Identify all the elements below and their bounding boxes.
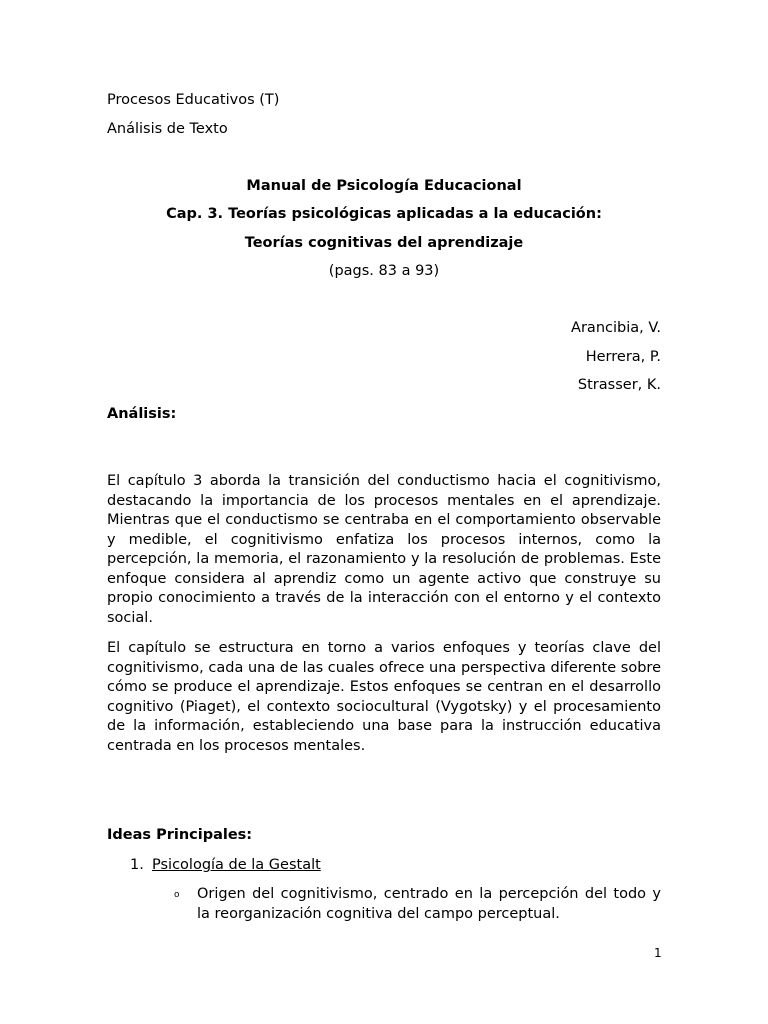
analysis-heading: Análisis:	[107, 406, 177, 422]
author: Herrera, P.	[585, 349, 661, 365]
bullet-marker: o	[174, 890, 180, 900]
author: Strasser, K.	[577, 377, 661, 393]
chapter-title: Cap. 3. Teorías psicológicas aplicadas a la educación:	[166, 206, 602, 222]
analysis-paragraph: El capítulo se estructura en torno a varios enfoques y teorías clave del cognitivismo, cada una de las cuales ofrece una perspectiva diferente sobre cómo se produce el aprendizaje. Estos enfoques se centran en el desarrollo cognitivo (Piaget), el contexto sociocultural (Vygotsky) y el procesamiento de la información, estableciendo una base para la instrucción educativa centrada en los procesos mentales.	[107, 640, 661, 754]
idea-number: 1.	[130, 857, 144, 873]
document-title: Manual de Psicología Educacional	[246, 178, 522, 194]
idea-title: Psicología de la Gestalt	[152, 857, 321, 873]
idea-bullet-text: Origen del cognitivismo, centrado en la percepción del todo y la reorganización cognitiva del campo perceptual.	[197, 886, 661, 922]
page-range: (pags. 83 a 93)	[328, 263, 440, 279]
author: Arancibia, V.	[571, 320, 661, 336]
chapter-subtitle: Teorías cognitivas del aprendizaje	[244, 235, 524, 251]
ideas-heading: Ideas Principales:	[107, 827, 253, 843]
assignment-type: Análisis de Texto	[107, 121, 228, 137]
course-name: Procesos Educativos (T)	[107, 92, 280, 108]
page-number: 1	[654, 946, 662, 960]
analysis-paragraph: El capítulo 3 aborda la transición del conductismo hacia el cognitivismo, destacando la importancia de los procesos mentales en el aprendizaje. Mientras que el conductismo se centraba en el comportamiento observable y medible, el cognitivismo enfatiza los procesos internos, como la percepción, la memoria, el razonamiento y la resolución de problemas. Este enfoque considera al aprendiz como un agente activo que construye su propio conocimiento a través de la interacción con el entorno y el contexto social.	[107, 473, 661, 626]
